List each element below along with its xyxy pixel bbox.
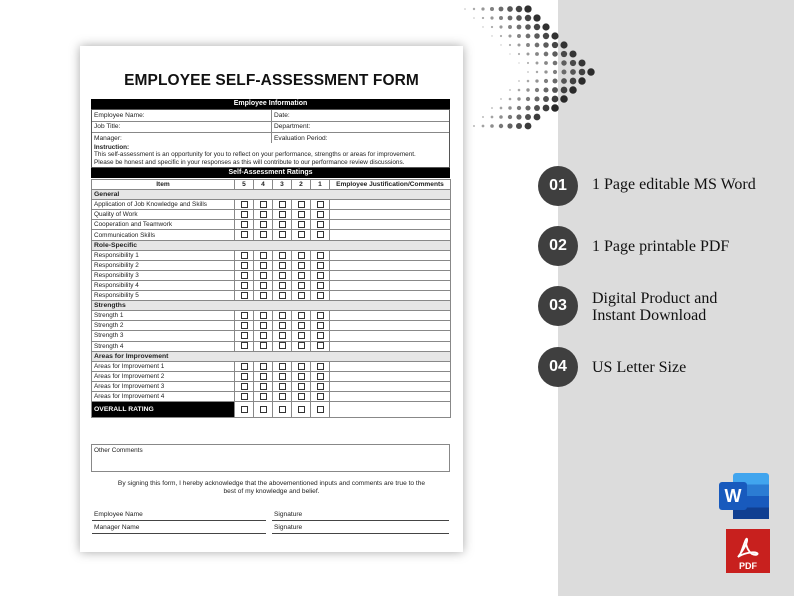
rating-cell [235, 361, 254, 371]
rating-checkbox[interactable] [241, 221, 248, 228]
rating-cell [273, 331, 292, 341]
rating-cell [311, 321, 330, 331]
section-row [92, 190, 451, 200]
rating-cell [292, 230, 311, 240]
rating-cell [273, 291, 292, 301]
rating-cell [273, 321, 292, 331]
rating-cell [292, 371, 311, 381]
rating-cell [273, 230, 292, 240]
acknowledgement-line-1: By signing this form, I hereby acknowledge that the abovementioned inputs and comments are true to the [117, 480, 426, 487]
item-label: Responsibility 5 [92, 291, 235, 301]
rating-checkbox[interactable] [260, 201, 267, 208]
rating-checkbox[interactable] [317, 332, 324, 339]
rating-checkbox[interactable] [317, 312, 324, 319]
rating-checkbox[interactable] [298, 393, 305, 400]
rating-checkbox[interactable] [298, 262, 305, 269]
rating-cell [292, 391, 311, 401]
rating-checkbox[interactable] [317, 292, 324, 299]
rating-cell [235, 311, 254, 321]
employee-info-table [91, 109, 450, 145]
rating-checkbox[interactable] [279, 292, 286, 299]
rating-cell [235, 402, 254, 418]
rating-cell [235, 280, 254, 290]
rating-checkbox[interactable] [298, 282, 305, 289]
rating-checkbox[interactable] [279, 272, 286, 279]
table-row [92, 260, 451, 270]
date-label: Date: [274, 111, 290, 119]
feature-number-badge: 02 [538, 226, 578, 266]
column-comments: Employee Justification/Comments [330, 180, 451, 190]
rating-cell [292, 220, 311, 230]
rating-cell [235, 200, 254, 210]
rating-cell [292, 210, 311, 220]
rating-cell [311, 371, 330, 381]
rating-checkbox[interactable] [241, 231, 248, 238]
rating-cell [311, 280, 330, 290]
section-title: Strengths [92, 301, 451, 311]
rating-checkbox[interactable] [279, 322, 286, 329]
comment-cell[interactable] [330, 361, 451, 371]
rating-checkbox[interactable] [317, 373, 324, 380]
rating-checkbox[interactable] [260, 252, 267, 259]
rating-checkbox[interactable] [260, 332, 267, 339]
rating-checkbox[interactable] [260, 282, 267, 289]
rating-cell [292, 291, 311, 301]
table-row [92, 230, 451, 240]
comment-cell[interactable] [330, 270, 451, 280]
table-row [92, 250, 451, 260]
comment-cell[interactable] [330, 391, 451, 401]
rating-cell [273, 371, 292, 381]
rating-checkbox[interactable] [241, 272, 248, 279]
rating-checkbox[interactable] [279, 393, 286, 400]
rating-checkbox[interactable] [241, 211, 248, 218]
rating-cell [292, 402, 311, 418]
manager-name-sig-label: Manager Name [94, 524, 140, 531]
rating-cell [235, 220, 254, 230]
rating-checkbox[interactable] [241, 383, 248, 390]
rating-cell [311, 270, 330, 280]
rating-cell [292, 311, 311, 321]
comment-cell[interactable] [330, 291, 451, 301]
rating-cell [235, 270, 254, 280]
item-label: Strength 3 [92, 331, 235, 341]
rating-cell [273, 280, 292, 290]
rating-checkbox[interactable] [241, 393, 248, 400]
column-item: Item [92, 180, 235, 190]
rating-checkbox[interactable] [317, 272, 324, 279]
section-row [92, 351, 451, 361]
table-row [92, 361, 451, 371]
rating-cell [292, 250, 311, 260]
comment-cell[interactable] [330, 371, 451, 381]
employee-info-header: Employee Information [91, 99, 450, 109]
employee-name-label: Employee Name: [94, 111, 145, 119]
other-comments-box[interactable] [91, 444, 450, 472]
rating-checkbox[interactable] [317, 231, 324, 238]
overall-rating-label: OVERALL RATING [92, 402, 235, 418]
rating-checkbox[interactable] [298, 231, 305, 238]
comment-cell[interactable] [330, 260, 451, 270]
rating-checkbox[interactable] [298, 342, 305, 349]
rating-checkbox[interactable] [260, 292, 267, 299]
rating-checkbox[interactable] [260, 262, 267, 269]
rating-checkbox[interactable] [317, 363, 324, 370]
rating-cell [311, 220, 330, 230]
signature-label: Signature [274, 511, 303, 518]
comment-cell[interactable] [330, 331, 451, 341]
manager-signature-line[interactable] [272, 523, 449, 534]
table-row [92, 311, 451, 321]
rating-checkbox[interactable] [298, 406, 305, 413]
comment-cell[interactable] [330, 230, 451, 240]
rating-cell [254, 371, 273, 381]
feature-number-badge: 04 [538, 347, 578, 387]
ratings-header: Self-Assessment Ratings [91, 168, 450, 178]
rating-cell [273, 361, 292, 371]
rating-checkbox[interactable] [279, 221, 286, 228]
department-label: Department: [274, 123, 311, 130]
rating-cell [311, 200, 330, 210]
comment-cell[interactable] [330, 321, 451, 331]
table-row [92, 210, 451, 220]
rating-checkbox[interactable] [279, 282, 286, 289]
rating-cell [273, 250, 292, 260]
rating-cell [254, 250, 273, 260]
rating-cell [292, 361, 311, 371]
comment-cell[interactable] [330, 381, 451, 391]
table-row [92, 321, 451, 331]
rating-checkbox[interactable] [279, 373, 286, 380]
rating-cell [273, 391, 292, 401]
rating-cell [254, 331, 273, 341]
rating-cell [292, 321, 311, 331]
rating-cell [235, 210, 254, 220]
form-title: EMPLOYEE SELF-ASSESSMENT FORM [124, 72, 419, 89]
rating-checkbox[interactable] [317, 252, 324, 259]
rating-checkbox[interactable] [298, 272, 305, 279]
rating-checkbox[interactable] [317, 262, 324, 269]
rating-checkbox[interactable] [260, 221, 267, 228]
rating-checkbox[interactable] [260, 393, 267, 400]
rating-checkbox[interactable] [241, 312, 248, 319]
rating-checkbox[interactable] [279, 383, 286, 390]
item-label: Responsibility 1 [92, 250, 235, 260]
rating-checkbox[interactable] [241, 406, 248, 413]
comment-cell[interactable] [330, 311, 451, 321]
evaluation-period-label: Evaluation Period: [274, 134, 328, 142]
rating-cell [254, 200, 273, 210]
rating-checkbox[interactable] [241, 262, 248, 269]
item-label: Quality of Work [92, 210, 235, 220]
rating-checkbox[interactable] [298, 292, 305, 299]
rating-cell [273, 200, 292, 210]
rating-checkbox[interactable] [317, 342, 324, 349]
section-title: General [92, 190, 451, 200]
rating-checkbox[interactable] [241, 252, 248, 259]
rating-cell [311, 210, 330, 220]
item-label: Areas for Improvement 2 [92, 371, 235, 381]
rating-checkbox[interactable] [260, 373, 267, 380]
rating-cell [292, 200, 311, 210]
rating-cell [311, 341, 330, 351]
pdf-icon-label: PDF [739, 561, 757, 571]
rating-cell [311, 230, 330, 240]
rating-checkbox[interactable] [298, 211, 305, 218]
rating-checkbox[interactable] [298, 312, 305, 319]
rating-cell [254, 321, 273, 331]
rating-cell [311, 331, 330, 341]
rating-checkbox[interactable] [317, 393, 324, 400]
rating-checkbox[interactable] [260, 272, 267, 279]
feature-number-badge: 03 [538, 286, 578, 326]
rating-cell [273, 311, 292, 321]
rating-cell [273, 402, 292, 418]
table-row [92, 270, 451, 280]
column-5: 5 [235, 180, 254, 190]
rating-cell [254, 311, 273, 321]
rating-cell [254, 280, 273, 290]
section-title: Areas for Improvement [92, 351, 451, 361]
rating-cell [292, 270, 311, 280]
rating-checkbox[interactable] [241, 363, 248, 370]
rating-cell [292, 341, 311, 351]
rating-cell [273, 260, 292, 270]
comment-cell[interactable] [330, 341, 451, 351]
instruction-line-1: This self-assessment is an opportunity for you to reflect on your performance, strengths or areas for improvement. [94, 151, 416, 159]
feature-text: US Letter Size [592, 359, 687, 376]
rating-checkbox[interactable] [279, 211, 286, 218]
rating-checkbox[interactable] [298, 373, 305, 380]
table-row [92, 341, 451, 351]
rating-checkbox[interactable] [279, 231, 286, 238]
rating-checkbox[interactable] [279, 406, 286, 413]
rating-checkbox[interactable] [279, 201, 286, 208]
rating-cell [273, 381, 292, 391]
comment-cell[interactable] [330, 220, 451, 230]
rating-checkbox[interactable] [298, 332, 305, 339]
item-label: Application of Job Knowledge and Skills [92, 200, 235, 210]
rating-cell [235, 230, 254, 240]
item-label: Responsibility 2 [92, 260, 235, 270]
pdf-icon [726, 529, 770, 573]
rating-checkbox[interactable] [260, 406, 267, 413]
rating-cell [254, 270, 273, 280]
rating-cell [254, 381, 273, 391]
rating-cell [235, 260, 254, 270]
item-label: Responsibility 3 [92, 270, 235, 280]
comment-cell[interactable] [330, 402, 451, 418]
rating-checkbox[interactable] [260, 383, 267, 390]
table-row [92, 371, 451, 381]
feature-text: 1 Page editable MS Word [592, 176, 756, 193]
rating-checkbox[interactable] [298, 383, 305, 390]
rating-checkbox[interactable] [241, 201, 248, 208]
rating-cell [235, 341, 254, 351]
comment-cell[interactable] [330, 250, 451, 260]
rating-cell [235, 391, 254, 401]
rating-cell [311, 361, 330, 371]
rating-checkbox[interactable] [279, 332, 286, 339]
rating-cell [292, 280, 311, 290]
info-row [92, 122, 449, 134]
info-row [92, 133, 449, 144]
item-label: Strength 4 [92, 341, 235, 351]
manager-name-line[interactable] [92, 523, 266, 534]
info-row [92, 110, 449, 122]
item-label: Strength 2 [92, 321, 235, 331]
section-row [92, 301, 451, 311]
rating-cell [254, 391, 273, 401]
rating-checkbox[interactable] [298, 252, 305, 259]
rating-checkbox[interactable] [317, 221, 324, 228]
rating-cell [273, 270, 292, 280]
signature-label: Signature [274, 524, 303, 531]
overall-rating-row [92, 402, 451, 418]
job-title-label: Job Title: [94, 123, 121, 130]
table-row [92, 331, 451, 341]
rating-cell [311, 311, 330, 321]
rating-checkbox[interactable] [241, 342, 248, 349]
employee-name-sig-label: Employee Name [94, 511, 143, 518]
rating-checkbox[interactable] [298, 201, 305, 208]
rating-cell [235, 331, 254, 341]
word-icon [719, 473, 771, 519]
rating-cell [254, 210, 273, 220]
table-row [92, 381, 451, 391]
instruction-box [91, 143, 450, 168]
rating-cell [311, 291, 330, 301]
rating-cell [311, 391, 330, 401]
rating-checkbox[interactable] [317, 322, 324, 329]
rating-cell [254, 220, 273, 230]
rating-cell [273, 341, 292, 351]
rating-checkbox[interactable] [317, 211, 324, 218]
item-label: Strength 1 [92, 311, 235, 321]
column-1: 1 [311, 180, 330, 190]
rating-cell [254, 291, 273, 301]
item-label: Responsibility 4 [92, 280, 235, 290]
form-sheet [80, 46, 463, 552]
rating-cell [254, 260, 273, 270]
rating-checkbox[interactable] [260, 211, 267, 218]
rating-cell [311, 381, 330, 391]
rating-cell [235, 371, 254, 381]
rating-checkbox[interactable] [279, 363, 286, 370]
rating-cell [311, 250, 330, 260]
column-4: 4 [254, 180, 273, 190]
rating-checkbox[interactable] [279, 312, 286, 319]
rating-checkbox[interactable] [241, 373, 248, 380]
item-label: Areas for Improvement 1 [92, 361, 235, 371]
table-row [92, 391, 451, 401]
feature-text-line-1: Digital Product and [592, 290, 718, 307]
rating-checkbox[interactable] [298, 221, 305, 228]
rating-cell [292, 260, 311, 270]
rating-checkbox[interactable] [298, 363, 305, 370]
table-row [92, 291, 451, 301]
other-comments-label: Other Comments [94, 447, 143, 454]
table-row [92, 200, 451, 210]
rating-cell [254, 361, 273, 371]
rating-checkbox[interactable] [317, 406, 324, 413]
rating-checkbox[interactable] [279, 262, 286, 269]
rating-cell [235, 321, 254, 331]
word-icon-letter: W [724, 486, 742, 506]
rating-cell [273, 220, 292, 230]
rating-cell [254, 341, 273, 351]
rating-cell [254, 230, 273, 240]
item-label: Communication Skills [92, 230, 235, 240]
rating-cell [292, 331, 311, 341]
rating-checkbox[interactable] [260, 312, 267, 319]
rating-checkbox[interactable] [317, 383, 324, 390]
feature-number-badge: 01 [538, 166, 578, 206]
rating-checkbox[interactable] [279, 342, 286, 349]
column-2: 2 [292, 180, 311, 190]
comment-cell[interactable] [330, 210, 451, 220]
rating-checkbox[interactable] [317, 282, 324, 289]
rating-cell [292, 381, 311, 391]
rating-checkbox[interactable] [260, 322, 267, 329]
rating-checkbox[interactable] [260, 363, 267, 370]
rating-cell [311, 260, 330, 270]
rating-checkbox[interactable] [279, 252, 286, 259]
feature-text-line-2: Instant Download [592, 307, 707, 324]
section-title: Role-Specific [92, 240, 451, 250]
item-label: Cooperation and Teamwork [92, 220, 235, 230]
section-row [92, 240, 451, 250]
acknowledgement-line-2: best of my knowledge and belief. [223, 488, 320, 495]
manager-label: Manager: [94, 134, 122, 142]
feature-text: 1 Page printable PDF [592, 238, 730, 255]
comment-cell[interactable] [330, 200, 451, 210]
instruction-line-2: Please be honest and specific in your responses as this will contribute to our performance review discussions. [94, 158, 405, 166]
rating-checkbox[interactable] [241, 322, 248, 329]
ratings-table [91, 179, 451, 418]
rating-cell [254, 402, 273, 418]
rating-checkbox[interactable] [260, 231, 267, 238]
rating-checkbox[interactable] [241, 282, 248, 289]
acknowledgement-text [100, 480, 443, 496]
item-label: Areas for Improvement 3 [92, 381, 235, 391]
rating-cell [235, 250, 254, 260]
rating-cell [273, 210, 292, 220]
rating-checkbox[interactable] [317, 201, 324, 208]
rating-checkbox[interactable] [298, 322, 305, 329]
table-row [92, 220, 451, 230]
instruction-label: Instruction: [94, 144, 130, 151]
table-row [92, 280, 451, 290]
rating-cell [235, 291, 254, 301]
item-label: Areas for Improvement 4 [92, 391, 235, 401]
employee-name-line[interactable] [92, 510, 266, 521]
column-3: 3 [273, 180, 292, 190]
rating-cell [235, 381, 254, 391]
comment-cell[interactable] [330, 280, 451, 290]
rating-checkbox[interactable] [260, 342, 267, 349]
rating-checkbox[interactable] [241, 292, 248, 299]
employee-signature-line[interactable] [272, 510, 449, 521]
rating-checkbox[interactable] [241, 332, 248, 339]
rating-cell [311, 402, 330, 418]
